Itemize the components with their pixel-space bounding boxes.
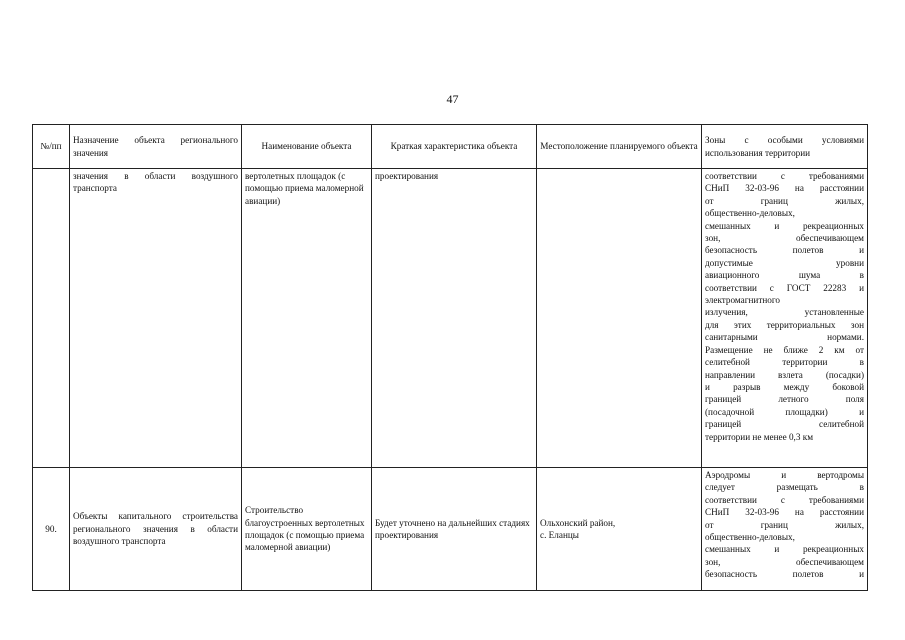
zones-line: СНиП 32-03-96 на расстоянии: [705, 183, 864, 194]
zones-line: от границ жилых,: [705, 195, 864, 206]
zones-line: электромагнитного: [705, 295, 781, 306]
zones-line: соответствии с требованиями: [705, 494, 864, 505]
zones-line: следует размещать в: [705, 482, 864, 493]
zones-line: территории не менее 0,3 км: [705, 431, 814, 442]
location-line: с. Еланцы: [540, 530, 579, 540]
cell-name: вертолетных площадок (с помощью приема маломерной авиации): [242, 169, 372, 468]
header-name: Наименование объекта: [242, 125, 372, 169]
header-location: Местоположение планируемого объекта: [537, 125, 702, 169]
table-row-continued: [33, 169, 868, 468]
cell-num: 90.: [33, 468, 70, 591]
cell-location: [537, 468, 702, 591]
header-purpose: Назначение объекта регионального значения: [70, 125, 242, 169]
zones-line: безопасность полетов и: [705, 245, 864, 256]
zones-line: от границ жилых,: [705, 519, 864, 530]
cell-zones: [702, 169, 868, 468]
zones-line: общественно-деловых,: [705, 208, 795, 219]
zones-line: смешанных и рекреационных: [705, 220, 864, 231]
zones-line: для этих территориальных зон: [705, 319, 864, 330]
zones-line: (посадочной площадки) и: [705, 406, 864, 417]
zones-line: направлении взлета (посадки): [705, 369, 864, 380]
zones-line: зон, обеспечивающем: [705, 233, 864, 244]
zones-line: зон, обеспечивающем: [705, 556, 864, 567]
zones-line: допустимые уровни: [705, 257, 864, 268]
cell-num: [33, 169, 70, 468]
zones-line: санитарными нормами.: [705, 332, 864, 343]
objects-table: [32, 124, 868, 591]
zones-line: общественно-деловых,: [705, 532, 795, 543]
cell-purpose: значения в области воздушного транспорта: [70, 169, 242, 468]
zones-line: Размещение не ближе 2 км от: [705, 344, 864, 355]
page-number: 47: [446, 92, 459, 106]
header-brief: Краткая характеристика объекта: [372, 125, 537, 169]
zones-line: излучения, установленные: [705, 307, 864, 318]
location-line: Ольхонский район,: [540, 517, 616, 528]
zones-line: границей летного поля: [705, 394, 864, 405]
cell-purpose: Объекты капитального строительства регионального значения в области воздушного транспорта: [70, 468, 242, 591]
table-row-90: [33, 468, 868, 591]
zones-line: СНиП 32-03-96 на расстоянии: [705, 507, 864, 518]
cell-zones: [702, 468, 868, 591]
zones-line: безопасность полетов и: [705, 569, 864, 580]
table-header-row: [33, 125, 868, 169]
zones-line: соответствии с требованиями: [705, 171, 864, 181]
cell-location: [537, 169, 702, 468]
cell-name: Строительство благоустроенных вертолетных площадок (с помощью приема маломерной авиации): [242, 468, 372, 591]
zones-line: границей селитебной: [705, 419, 864, 430]
header-zones: Зоны с особыми условиями использования территории: [702, 125, 868, 169]
zones-line: Аэродромы и вертодромы: [705, 470, 864, 480]
zones-line: и разрыв между боковой: [705, 381, 864, 392]
cell-brief: Будет уточнено на дальнейших стадиях проектирования: [372, 468, 537, 591]
zones-line: авиационного шума в: [705, 270, 864, 281]
header-num: №/пп: [33, 125, 70, 169]
zones-line: селитебной территории в: [705, 357, 864, 368]
cell-brief: проектирования: [372, 169, 537, 468]
zones-line: соответствии с ГОСТ 22283 и: [705, 282, 864, 293]
zones-line: смешанных и рекреационных: [705, 544, 864, 555]
